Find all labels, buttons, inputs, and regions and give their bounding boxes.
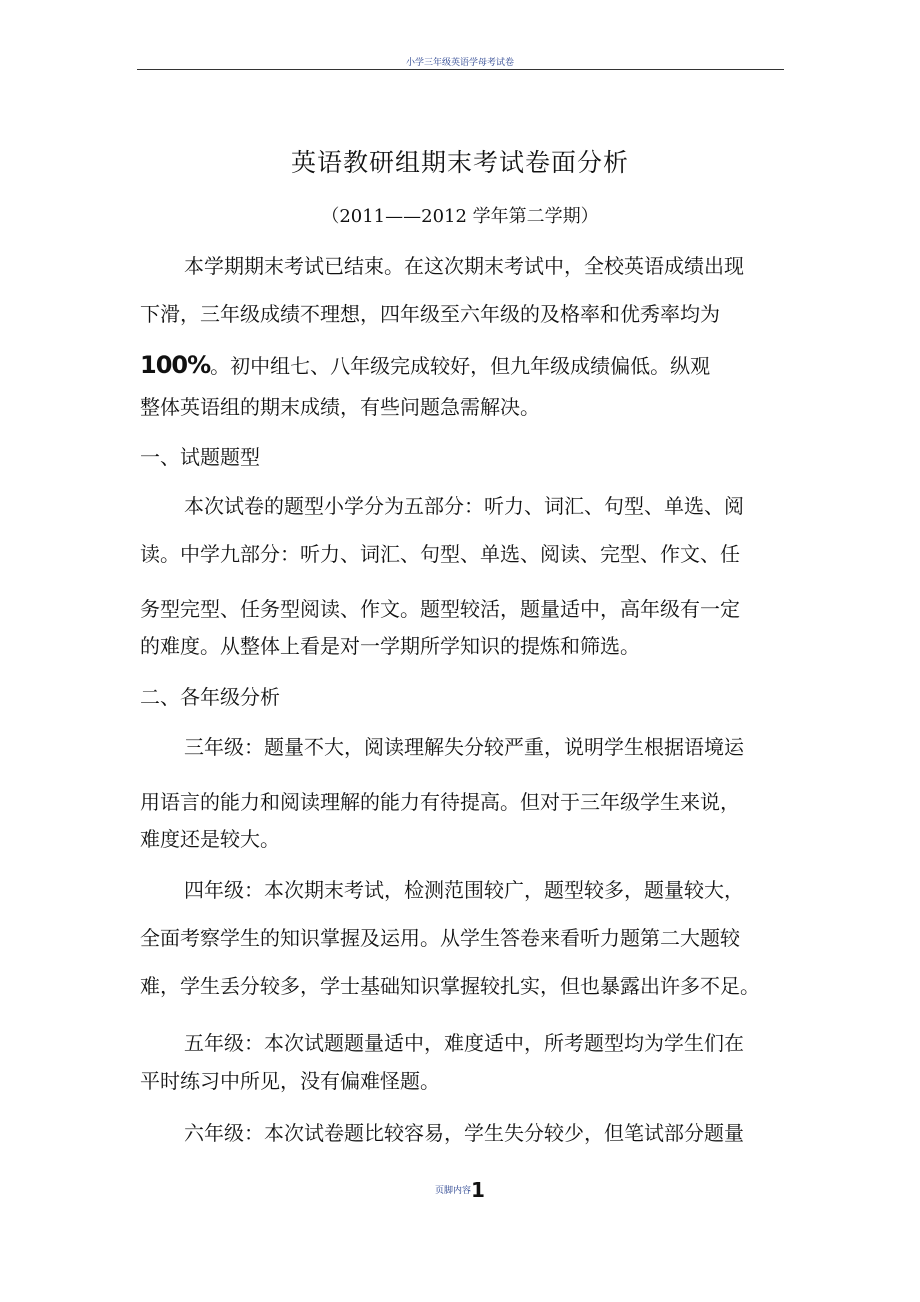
paragraph-line: 本次试卷的题型小学分为五部分：听力、词汇、句型、单选、阅	[184, 494, 744, 518]
paragraph-line: 的难度。从整体上看是对一学期所学知识的提炼和筛选。	[140, 634, 640, 658]
page-number: 1	[471, 1178, 485, 1202]
paragraph-line: 六年级：本次试卷题比较容易，学生失分较少，但笔试部分题量	[184, 1121, 744, 1145]
paragraph-line: 四年级：本次期末考试，检测范围较广，题型较多，题量较大，	[184, 878, 744, 902]
paragraph-line: 本学期期末考试已结束。在这次期末考试中，全校英语成绩出现	[184, 254, 744, 278]
page-header: 小学三年级英语学母考试卷	[405, 58, 514, 68]
page-footer	[0, 1178, 920, 1202]
header-rule	[137, 69, 784, 70]
paragraph-line: 五年级：本次试题题量适中，难度适中，所考题型均为学生们在	[184, 1031, 744, 1055]
document-subtitle: （2011——2012 学年第二学期）	[321, 206, 599, 227]
paragraph-line	[140, 350, 710, 379]
paragraph-line: 用语言的能力和阅读理解的能力有待提高。但对于三年级学生来说，	[140, 790, 740, 814]
paragraph-line: 三年级：题量不大，阅读理解失分较严重，说明学生根据语境运	[184, 735, 744, 759]
document-title: 英语教研组期末考试卷面分析	[290, 148, 629, 177]
section-heading: 二、各年级分析	[140, 685, 280, 709]
paragraph-line: 难，学生丢分较多，学士基础知识掌握较扎实，但也暴露出许多不足。	[140, 974, 760, 998]
paragraph-line: 整体英语组的期末成绩，有些问题急需解决。	[140, 395, 540, 419]
section-heading: 一、试题题型	[140, 445, 260, 469]
paragraph-line: 平时练习中所见，没有偏难怪题。	[140, 1069, 440, 1093]
paragraph-line: 务型完型、任务型阅读、作文。题型较活，题量适中，高年级有一定	[140, 597, 740, 621]
percent-value: 100%	[140, 351, 211, 379]
paragraph-text: 。初中组七、八年级完成较好，但九年级成绩偏低。纵观	[210, 354, 711, 378]
paragraph-line: 全面考察学生的知识掌握及运用。从学生答卷来看听力题第二大题较	[140, 926, 740, 950]
paragraph-line: 读。中学九部分：听力、词汇、句型、单选、阅读、完型、作文、任	[140, 542, 740, 566]
footer-label: 页脚内容	[435, 1186, 472, 1196]
paragraph-line: 下滑，三年级成绩不理想，四年级至六年级的及格率和优秀率均为	[140, 302, 720, 326]
paragraph-line: 难度还是较大。	[140, 827, 280, 851]
